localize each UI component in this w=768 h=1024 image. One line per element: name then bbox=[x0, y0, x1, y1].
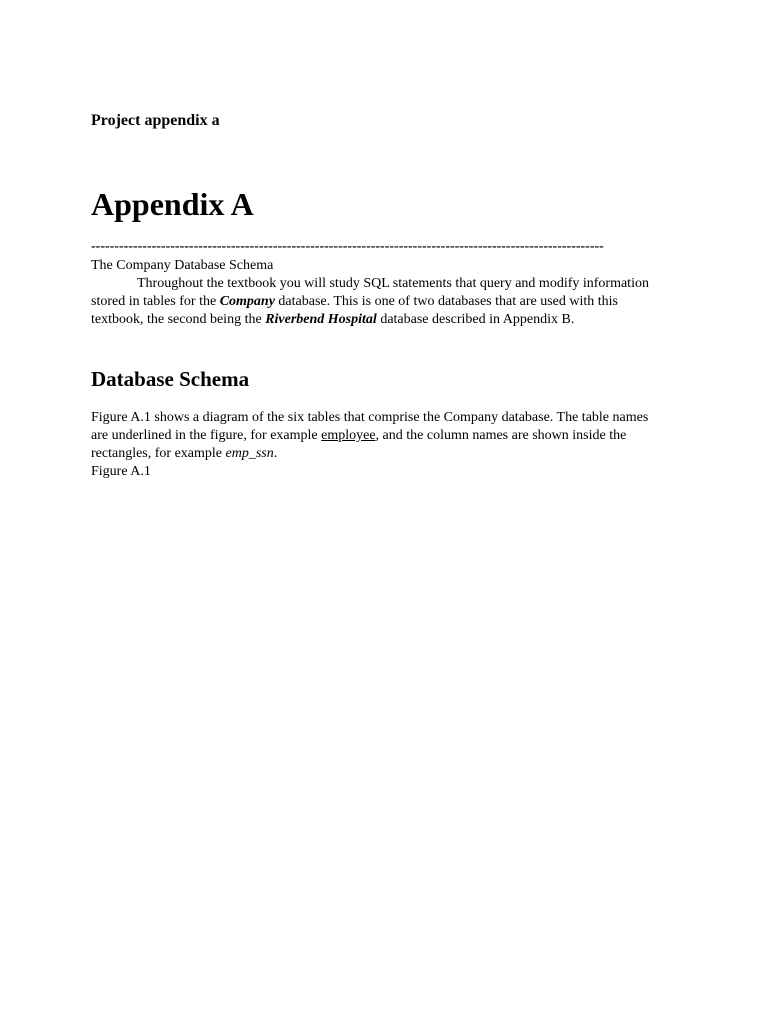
dashed-divider: -------------------------------------------------------------------------------------------------------------- bbox=[91, 239, 604, 254]
project-header: Project appendix a bbox=[91, 112, 220, 129]
figure-label: Figure A.1 bbox=[91, 464, 151, 479]
hospital-db-name: Riverbend Hospital bbox=[265, 312, 377, 327]
figure-text-1: Figure A.1 shows a diagram of the six tables that comprise the Company database. The table names are underlined in the figure, for example bbox=[91, 410, 649, 443]
figure-text-2: , and the column names are shown inside the rectangles, for example bbox=[91, 428, 627, 461]
intro-text-3: database described in Appendix B. bbox=[376, 312, 575, 327]
figure-paragraph bbox=[91, 409, 657, 463]
section-heading: Database Schema bbox=[91, 367, 250, 391]
intro-text-2: database. This is one of two databases that are used with this textbook, the second being the bbox=[91, 294, 618, 327]
company-db-name: Company bbox=[219, 294, 275, 309]
intro-text-1: Throughout the textbook you will study SQL statements that query and modify information stored in tables for the bbox=[91, 276, 649, 309]
figure-text-3: . bbox=[273, 446, 278, 461]
intro-paragraph bbox=[91, 275, 657, 329]
emp-ssn-column-name: emp_ssn bbox=[225, 446, 274, 461]
employee-table-name: employee bbox=[321, 428, 376, 443]
appendix-title: Appendix A bbox=[91, 186, 254, 222]
schema-caption: The Company Database Schema bbox=[91, 258, 274, 273]
